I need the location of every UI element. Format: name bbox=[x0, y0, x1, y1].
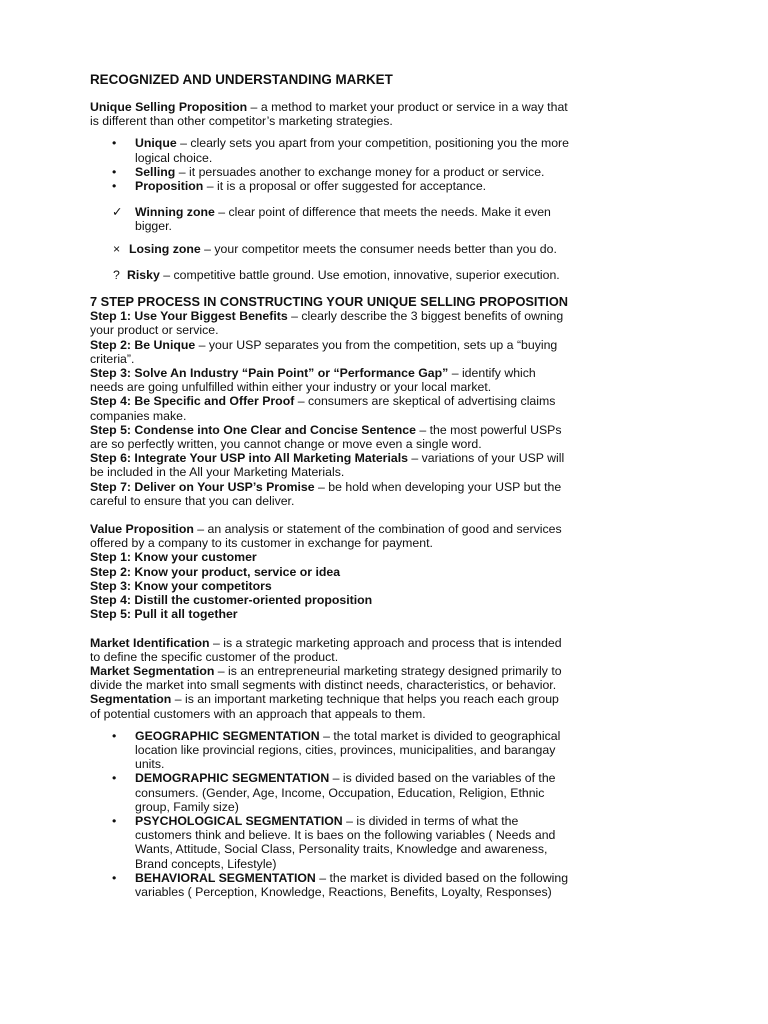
list-item: Step 7: Deliver on Your USP’s Promise – be hold when developing your USP but the careful to ensure that you can deliver. bbox=[90, 479, 562, 508]
list-item: • Selling – it persuades another to exchange money for a product or service. bbox=[112, 164, 545, 179]
list-item: • BEHAVIORAL SEGMENTATION – the market is divided based on the following variables ( Perception, Knowledge, Reactions, Benefits, Loyalty, Responses) bbox=[112, 870, 569, 899]
value-proposition-steps bbox=[90, 550, 690, 621]
list-item: Step 1: Use Your Biggest Benefits – clearly describe the 3 biggest benefits of owning your product or service. bbox=[90, 309, 564, 338]
value-proposition-definition: Value Proposition – an analysis or statement of the combination of good and services offered by a company to its customer in exchange for payment. bbox=[90, 522, 562, 551]
usp-definition: Unique Selling Proposition – a method to market your product or service in a way that is different than other competitor’s marketing strategies. bbox=[90, 100, 568, 129]
seven-step-list bbox=[90, 309, 690, 508]
question-icon: ? bbox=[113, 267, 120, 282]
seven-step-heading: 7 STEP PROCESS IN CONSTRUCTING YOUR UNIQUE SELLING PROPOSITION bbox=[90, 294, 569, 310]
bullet-icon: • bbox=[112, 164, 117, 179]
bullet-icon: • bbox=[112, 728, 117, 743]
list-item: • GEOGRAPHIC SEGMENTATION – the total market is divided to geographical location like provincial regions, cities, provinces, municipalities, and barangay units. bbox=[112, 728, 561, 772]
list-item: Market Identification – is a strategic marketing approach and process that is intended to define the specific customer of the product. bbox=[90, 635, 562, 664]
bullet-icon: • bbox=[112, 771, 117, 786]
bullet-icon: • bbox=[112, 870, 117, 885]
list-item: Step 2: Be Unique – your USP separates you from the competition, sets up a “buying criteria”. bbox=[90, 337, 558, 366]
list-item: • Proposition – it is a proposal or offer suggested for acceptance. bbox=[112, 179, 487, 194]
list-item: Market Segmentation – is an entrepreneurial marketing strategy designed primarily to divide the market into small segments with distinct needs, characteristics, or behavior. bbox=[90, 663, 562, 693]
bullet-icon: • bbox=[112, 179, 117, 194]
list-item: Step 5: Condense into One Clear and Concise Sentence – the most powerful USPs are so perfectly written, you cannot change or move even a single word. bbox=[90, 422, 562, 452]
bullet-icon: • bbox=[112, 813, 117, 828]
list-item: Step 2: Know your product, service or idea bbox=[90, 564, 341, 579]
list-item: • PSYCHOLOGICAL SEGMENTATION – is divided in terms of what the customers think and believe. It is baes on the following variables ( Needs and Wants, Attitude, Social Class, Personality traits, Knowledge and awareness, Brand concepts, Lifestyle) bbox=[112, 813, 556, 871]
list-item: • Unique – clearly sets you apart from your competition, positioning you the more logical choice. bbox=[112, 136, 569, 165]
winning-zone: ✓ Winning zone – clear point of difference that meets the needs. Make it even bigger. bbox=[112, 205, 551, 234]
list-item: Step 4: Be Specific and Offer Proof – consumers are skeptical of advertising claims companies make. bbox=[90, 394, 556, 423]
cross-icon: × bbox=[113, 241, 121, 256]
list-item: Step 6: Integrate Your USP into All Marketing Materials – variations of your USP will be included in the All your Marketing Materials. bbox=[90, 451, 565, 480]
list-item: Segmentation – is an important marketing technique that helps you reach each group of potential customers with an approach that appeals to them. bbox=[90, 692, 559, 721]
document-page bbox=[90, 72, 690, 899]
segmentation-list bbox=[90, 729, 690, 899]
losing-zone: × Losing zone – your competitor meets the consumer needs better than you do. bbox=[113, 241, 557, 256]
list-item: Step 4: Distill the customer-oriented proposition bbox=[90, 593, 373, 608]
list-item: Step 5: Pull it all together bbox=[90, 607, 238, 622]
list-item: • DEMOGRAPHIC SEGMENTATION – is divided based on the variables of the consumers. (Gender, Age, Income, Occupation, Education, Religion, Ethnic group, Family size) bbox=[112, 771, 556, 814]
list-item: Step 3: Know your competitors bbox=[90, 578, 272, 593]
market-definitions bbox=[90, 636, 690, 721]
usp-bullet-list bbox=[90, 136, 690, 193]
bullet-icon: • bbox=[112, 136, 117, 151]
list-item: Step 3: Solve An Industry “Pain Point” or “Performance Gap” – identify which needs are going unfulfilled within either your industry or your local market. bbox=[90, 366, 536, 395]
document-title: RECOGNIZED AND UNDERSTANDING MARKET bbox=[90, 72, 393, 87]
risky-zone: ? Risky – competitive battle ground. Use emotion, innovative, superior execution. bbox=[113, 267, 560, 282]
check-icon: ✓ bbox=[112, 205, 123, 220]
list-item: Step 1: Know your customer bbox=[90, 550, 257, 565]
usp-term: Unique Selling Proposition bbox=[90, 100, 248, 114]
